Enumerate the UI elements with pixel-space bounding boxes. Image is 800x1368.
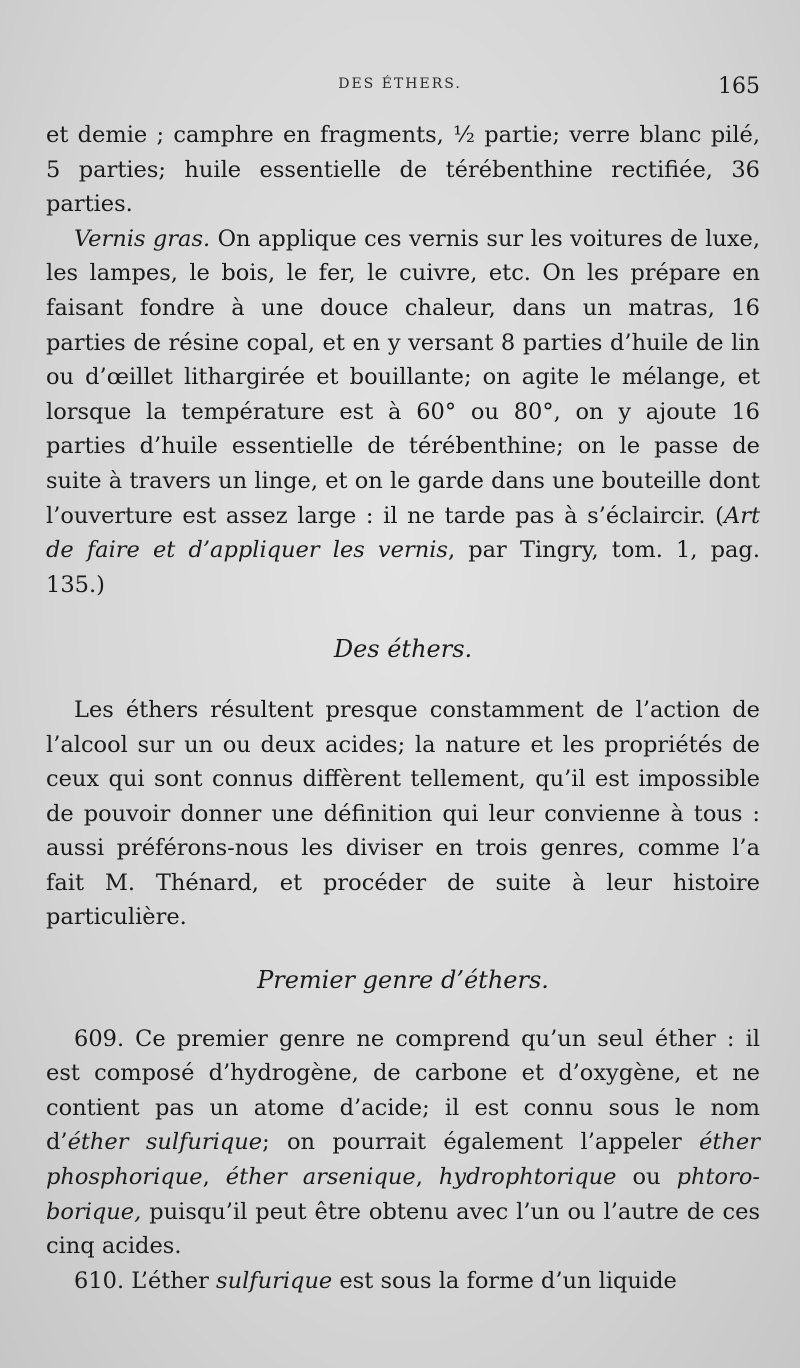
text-run: est sous la forme d’un liquide bbox=[332, 1267, 677, 1294]
text-run: ; on pourrait également l’appeler bbox=[262, 1129, 700, 1156]
paragraph-lead: Vernis gras. bbox=[74, 225, 211, 252]
text-run: , bbox=[415, 1164, 439, 1191]
running-title: DES ÉTHERS. bbox=[338, 76, 462, 92]
term-ether-phosphorique: éther phosphorique bbox=[46, 1129, 760, 1191]
text-run: ou bbox=[616, 1164, 677, 1191]
term-ether-arsenique: éther arsenique bbox=[225, 1164, 416, 1191]
subsection-heading: Premier genre d’éthers. bbox=[257, 966, 549, 995]
paragraph-610 bbox=[46, 1264, 760, 1299]
text-run: , bbox=[202, 1164, 226, 1191]
paragraph-continuation: et demie ; camphre en fragments, ½ partie; verre blanc pilé, 5 parties; huile essentielle de térébenthine rectifiée, 36 parties. bbox=[46, 122, 760, 218]
term-hydrophtorique: hydrophtorique bbox=[438, 1164, 617, 1191]
section-heading: Des éthers. bbox=[333, 635, 473, 664]
text-run: 610. L’éther bbox=[74, 1267, 217, 1294]
citation-title: Art de faire et d’appliquer les vernis bbox=[46, 502, 760, 564]
term-sulfurique: sulfurique bbox=[216, 1267, 333, 1294]
text-run: 609. Ce premier genre ne comprend qu’un seul éther : il est composé d’hydrogène, de carbone et d’oxygène, et ne contient pas un atome d’acide; il est connu sous le nom d’ bbox=[46, 1025, 760, 1156]
paragraph-ethers-intro: Les éthers résultent presque constamment de l’action de l’alcool sur un ou deux acides; la nature et les propriétés de ceux qui sont connus diffèrent tellement, qu’il est impossible de pouvoir donner une définition qui leur convienne à tous : aussi préférons-nous les diviser en trois genres, comme l’a fait M. Thénard, et procéder de suite à leur histoire particulière. bbox=[46, 696, 760, 931]
term-phtoro-borique: phtoro-borique, bbox=[46, 1164, 760, 1225]
citation-tail: , par Tingry, tom. 1, pag. 135.) bbox=[46, 537, 760, 598]
paragraph-vernis-gras bbox=[46, 222, 760, 603]
page-number: 165 bbox=[718, 74, 760, 99]
text-run: puisqu’il peut être obtenu avec l’un ou l’autre de ces cinq acides. bbox=[46, 1198, 760, 1260]
page-body bbox=[46, 118, 760, 1298]
term-ether-sulfurique: éther sulfurique bbox=[67, 1129, 263, 1156]
paragraph-text: On applique ces vernis sur les voitures de luxe, les lampes, le bois, le fer, le cuivre, etc. On les prépare en faisant fondre à une douce chaleur, dans un matras, 16 parties de résine copal, et en y versant 8 parties d’huile de lin ou d’œillet lithargirée et bouillante; on agite le mélange, et lorsque la température est à 60° ou 80°, on y ajoute 16 parties d’huile essentielle de térébenthine; on le passe de suite à travers un linge, et on le garde dans une bouteille dont l’ouverture est assez large : il ne tarde pas à s’éclaircir. ( bbox=[46, 225, 761, 529]
paragraph-609 bbox=[46, 1022, 760, 1264]
